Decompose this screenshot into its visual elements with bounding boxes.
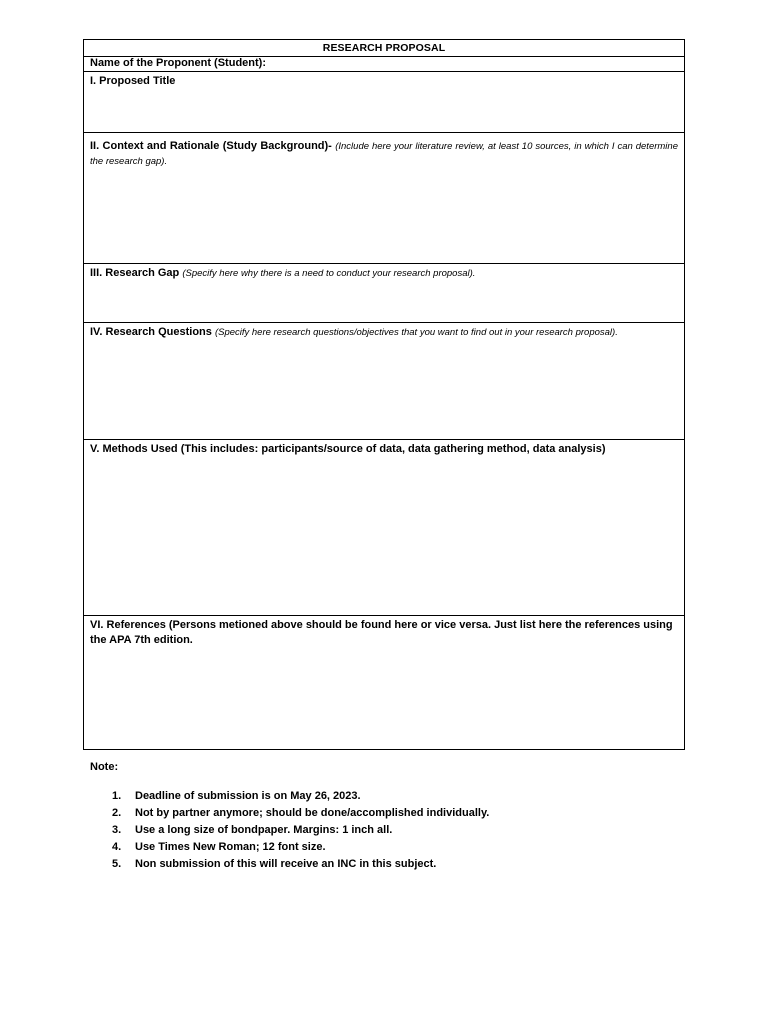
- list-item: [90, 822, 650, 839]
- section-instruction: (Include here your literature review, at least 10 sources, in which I can determine the research gap).: [90, 141, 678, 167]
- list-text: Use Times New Roman; 12 font size.: [135, 841, 326, 853]
- proponent-name-field[interactable]: [84, 57, 684, 72]
- section-context-rationale[interactable]: [84, 133, 684, 264]
- list-item: [90, 788, 650, 805]
- section-instruction: (Specify here why there is a need to conduct your research proposal).: [182, 268, 476, 279]
- section-references[interactable]: [84, 616, 684, 749]
- section-heading: V. Methods Used: [90, 443, 178, 455]
- list-text: Non submission of this will receive an INC in this subject.: [135, 858, 437, 870]
- list-number: 4.: [112, 841, 122, 853]
- notes-title: Note:: [90, 761, 119, 773]
- list-item: [90, 805, 650, 822]
- section-instruction: (Specify here research questions/objectives that you want to find out in your research proposal).: [214, 327, 618, 338]
- section-research-questions[interactable]: [84, 323, 684, 440]
- list-number: 2.: [112, 807, 122, 819]
- section-heading: I. Proposed Title: [90, 75, 176, 87]
- list-number: 1.: [112, 790, 122, 802]
- section-research-gap[interactable]: [84, 264, 684, 323]
- section-heading: II. Context and Rationale (Study Background)-: [90, 140, 332, 152]
- list-number: 5.: [112, 858, 122, 870]
- list-text: Not by partner anymore; should be done/accomplished individually.: [135, 807, 490, 819]
- proponent-label: Name of the Proponent (Student):: [90, 57, 266, 69]
- list-item: [90, 839, 650, 856]
- section-heading: VI. References: [90, 619, 166, 631]
- list-text: Deadline of submission is on May 26, 2023.: [135, 790, 361, 802]
- research-proposal-form: [83, 39, 685, 750]
- section-methods-used[interactable]: [84, 440, 684, 616]
- section-instruction: (This includes: participants/source of data, data gathering method, data analysis): [180, 443, 606, 455]
- list-text: Use a long size of bondpaper. Margins: 1 inch all.: [135, 824, 393, 836]
- section-instruction: (Persons metioned above should be found here or vice versa. Just list here the references using the APA 7th edition.: [90, 619, 673, 646]
- section-heading: III. Research Gap: [90, 267, 180, 279]
- section-proposed-title[interactable]: [84, 72, 684, 133]
- notes-section: [90, 760, 650, 873]
- list-item: [90, 856, 650, 873]
- notes-list: [90, 788, 650, 873]
- list-number: 3.: [112, 824, 122, 836]
- section-heading: IV. Research Questions: [90, 326, 212, 338]
- form-title: RESEARCH PROPOSAL: [84, 40, 684, 57]
